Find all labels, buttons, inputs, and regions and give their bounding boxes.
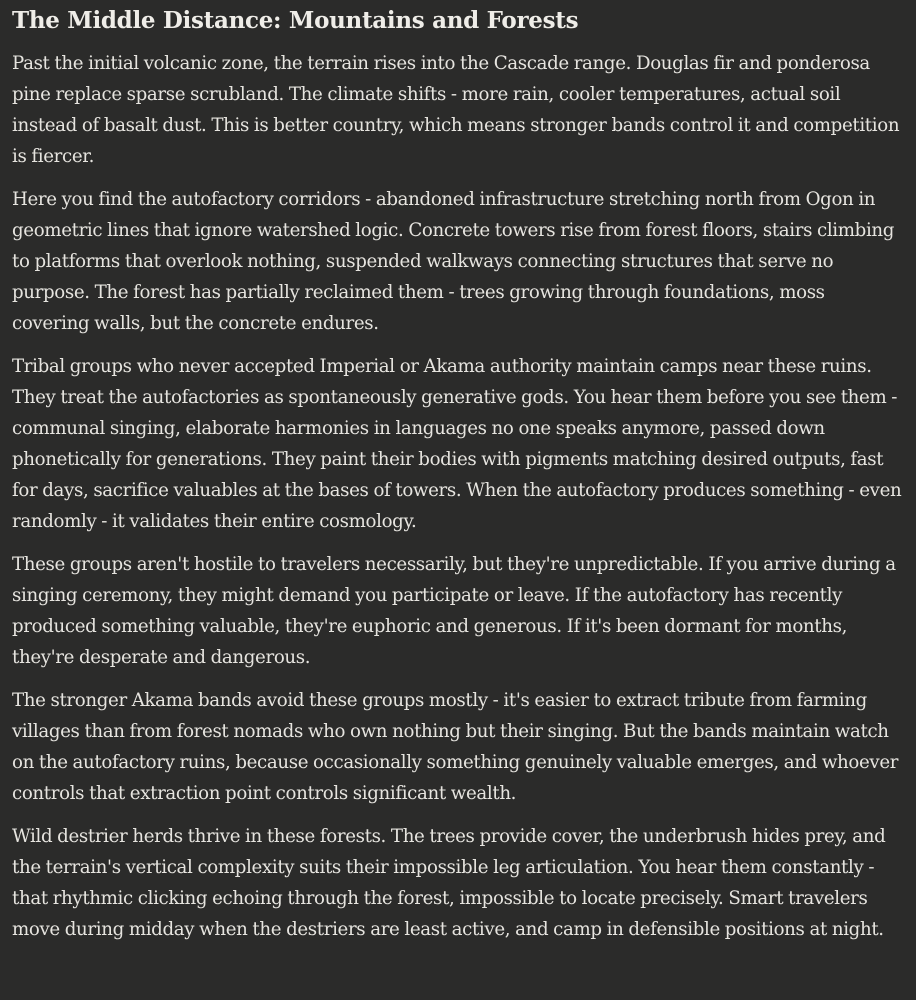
paragraph-akama-bands: The stronger Akama bands avoid these groups mostly - it's easier to extract tribute from farming villages than from forest nomads who own nothing but their singing. But the bands maintain watch on the autofactory ruins, because occasionally something genuinely valuable emerges, and whoever controls that extraction point controls significant wealth. <box>12 690 899 804</box>
paragraph-destrier-herds: Wild destrier herds thrive in these forests. The trees provide cover, the underbrush hides prey, and the terrain's vertical complexity suits their impossible leg articulation. You hear them constantly - that rhythmic clicking echoing through the forest, impossible to locate precisely. Smart travelers move during midday when the destriers are least active, and camp in defensible positions at night. <box>12 826 886 940</box>
paragraph-autofactory-corridors: Here you find the autofactory corridors - abandoned infrastructure stretching north from Ogon in geometric lines that ignore watershed logic. Concrete towers rise from forest floors, stairs climbing to platforms that overlook nothing, suspended walkways connecting structures that serve no purpose. The forest has partially reclaimed them - trees growing through foundations, moss covering walls, but the concrete endures. <box>12 189 895 334</box>
paragraph-unpredictable-groups: These groups aren't hostile to travelers necessarily, but they're unpredictable. If you arrive during a singing ceremony, they might demand you participate or leave. If the autofactory has recently produced something valuable, they're euphoric and generous. If it's been dormant for months, they're desperate and dangerous. <box>12 554 896 668</box>
section-heading: The Middle Distance: Mountains and Forests <box>12 7 579 34</box>
paragraph-tribal-groups: Tribal groups who never accepted Imperial or Akama authority maintain camps near these ruins. They treat the autofactories as spontaneously generative gods. You hear them before you see them - communal singing, elaborate harmonies in languages no one speaks anymore, passed down phonetically for generations. They paint their bodies with pigments matching desired outputs, fast for days, sacrifice valuables at the bases of towers. When the autofactory produces something - even randomly - it validates their entire cosmology. <box>12 356 902 532</box>
paragraph-cascade-range: Past the initial volcanic zone, the terrain rises into the Cascade range. Douglas fir and ponderosa pine replace sparse scrubland. The climate shifts - more rain, cooler temperatures, actual soil instead of basalt dust. This is better country, which means stronger bands control it and competition is fiercer. <box>12 53 900 167</box>
